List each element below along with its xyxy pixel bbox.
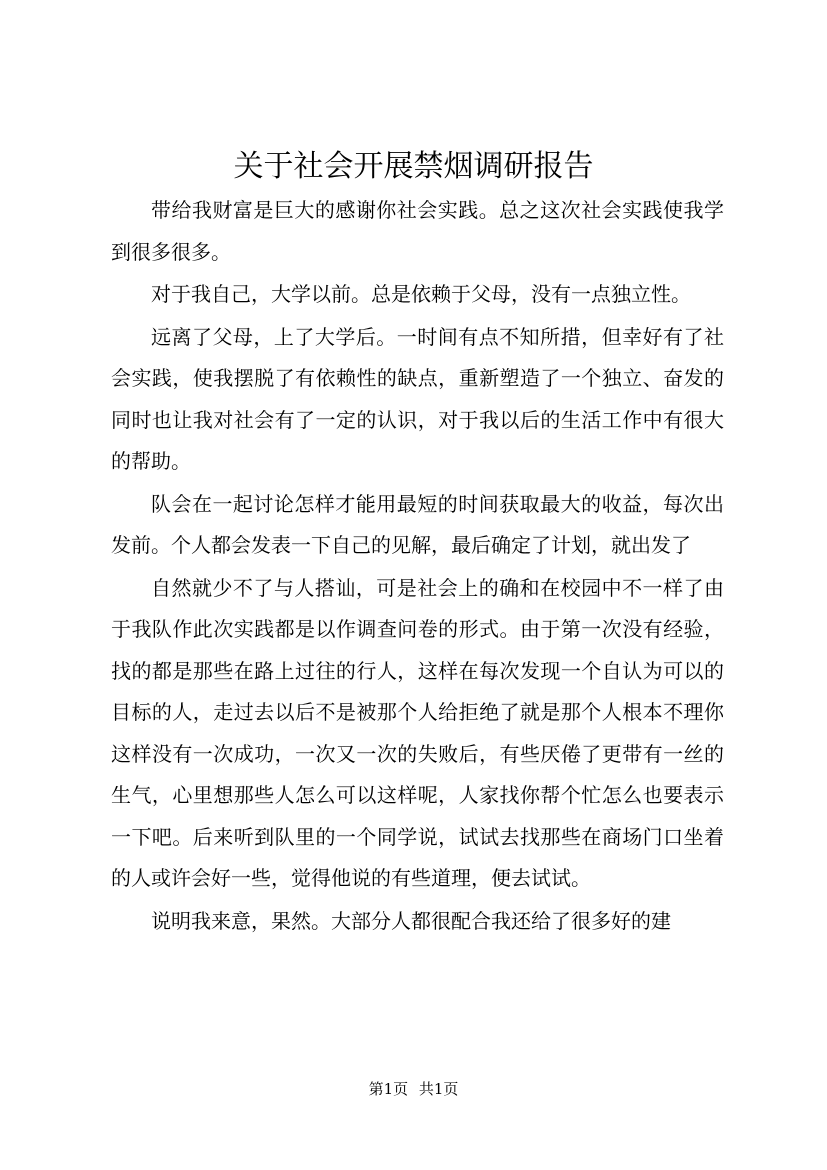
document-title: 关于社会开展禁烟调研报告 bbox=[233, 149, 594, 184]
paragraph: 带给我财富是巨大的感谢你社会实践。总之这次社会实践使我学到很多很多。 bbox=[111, 198, 724, 264]
page-total: 共1页 bbox=[418, 1080, 459, 1098]
paragraph: 对于我自己，大学以前。总是依赖于父母，没有一点独立性。 bbox=[151, 282, 691, 306]
paragraph: 远离了父母，上了大学后。一时间有点不知所措，但幸好有了社会实践，使我摆脱了有依赖性的缺点，重新塑造了一个独立、奋发的同时也让我对社会有了一定的认识，对于我以后的生活工作中有很大的帮助。 bbox=[111, 324, 724, 473]
document-body bbox=[111, 190, 724, 943]
paragraph: 自然就少不了与人搭讪，可是社会上的确和在校园中不一样了由于我队作此次实践都是以作调查问卷的形式。由于第一次没有经验，找的都是那些在路上过往的行人，这样在每次发现一个自认为可以的目标的人，走过去以后不是被那个人给拒绝了就是那个人根本不理你这样没有一次成功，一次又一次的失败后，有些厌倦了更带有一丝的生气，心里想那些人怎么可以这样呢，人家找你帮个忙怎么也要表示一下吧。后来听到队里的一个同学说，试试去找那些在商场门口坐着的人或许会好一些，觉得他说的有些道理，便去试试。 bbox=[111, 575, 724, 890]
paragraph: 队会在一起讨论怎样才能用最短的时间获取最大的收益，每次出发前。个人都会发表一下自己的见解，最后确定了计划，就出发了 bbox=[111, 491, 724, 557]
page-number: 第1页 bbox=[368, 1080, 409, 1098]
page-footer bbox=[0, 1078, 827, 1100]
paragraph: 说明我来意，果然。大部分人都很配合我还给了很多好的建 bbox=[151, 908, 671, 933]
